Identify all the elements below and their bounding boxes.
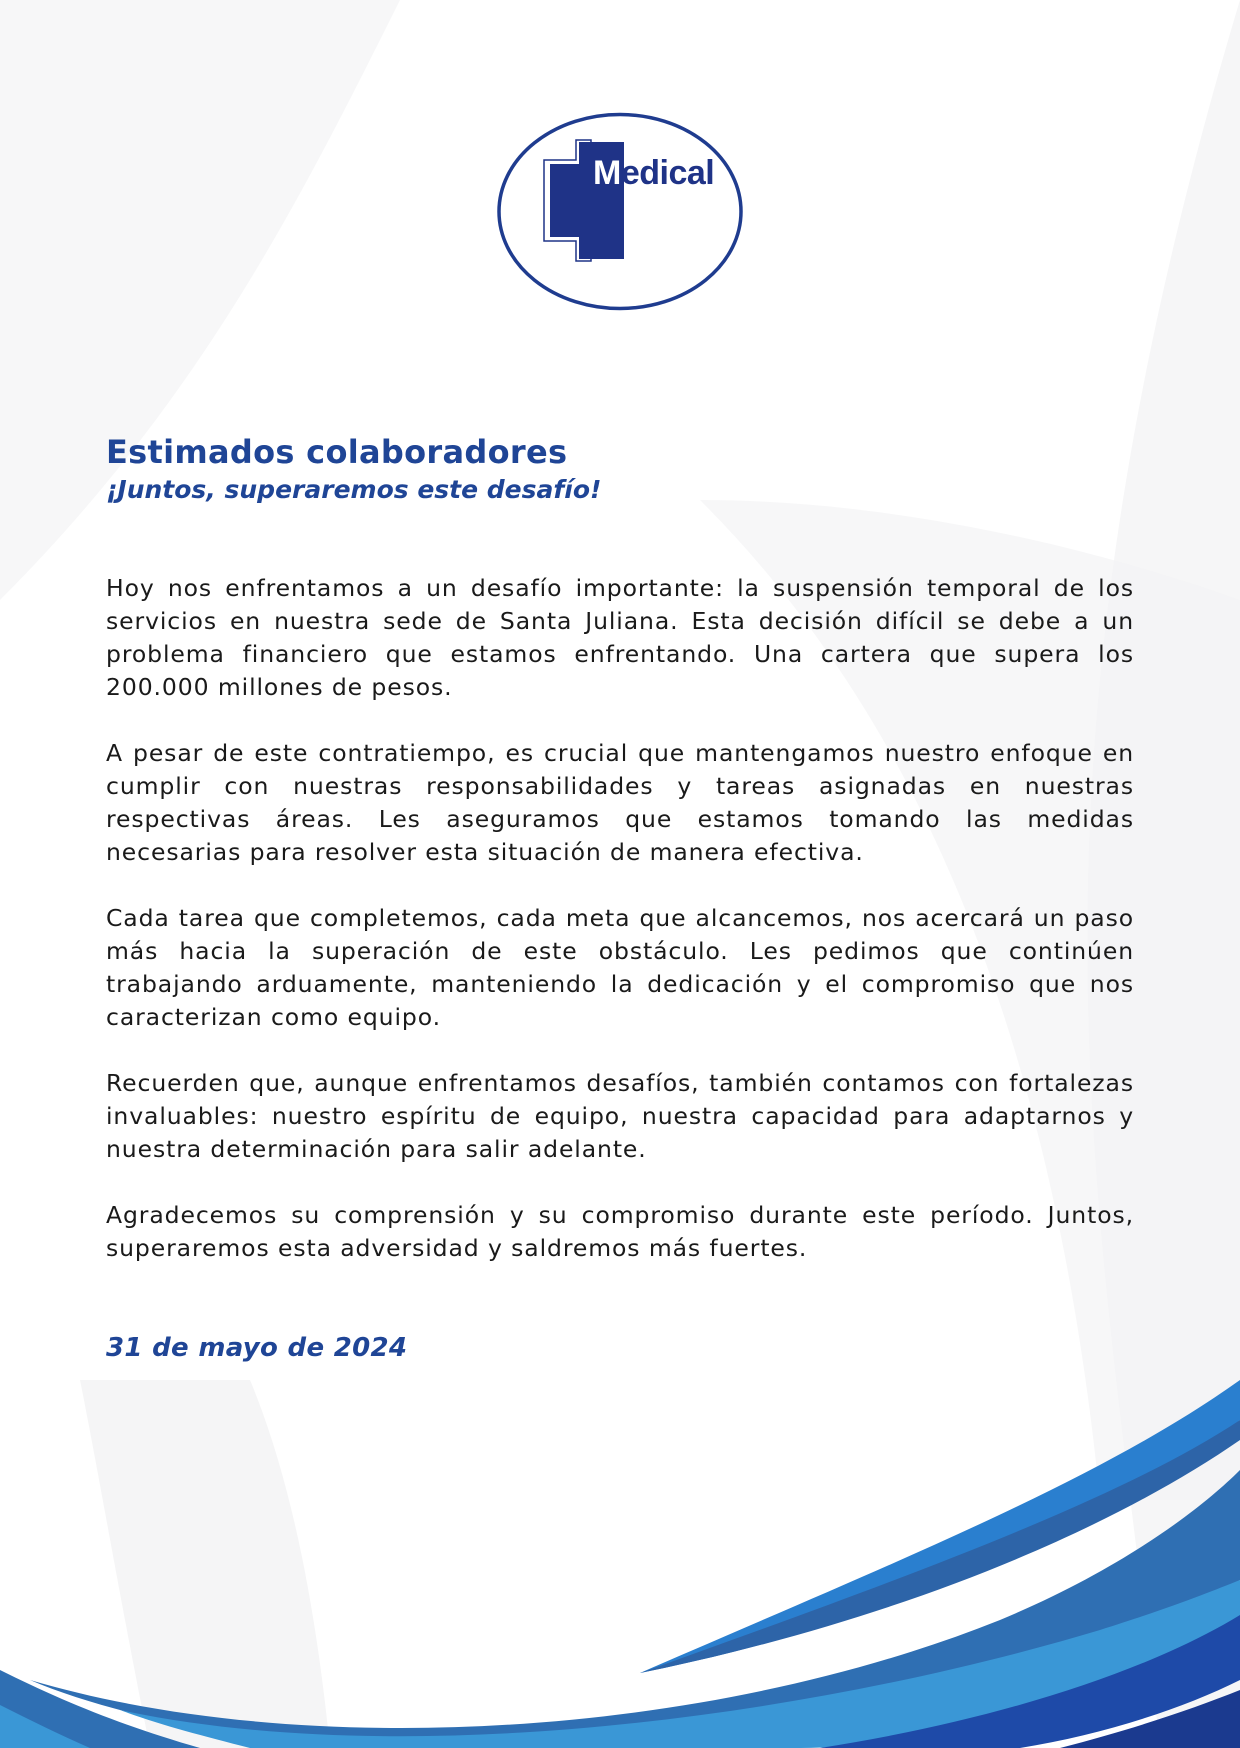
letter-date: 31 de mayo de 2024 — [106, 1333, 408, 1363]
paragraph: Hoy nos enfrentamos a un desafío importante: la suspensión temporal de los servicios en nuestra sede de Santa Juliana. Esta decisión difícil se debe a un problema financiero que estamos enfrentando. Una cartera que supera los 200.000 millones de pesos. — [106, 574, 1134, 701]
paragraph: Recuerden que, aunque enfrentamos desafíos, también contamos con fortalezas invaluables: nuestro espíritu de equipo, nuestra capacidad para adaptarnos y nuestra determinación para salir adelante. — [106, 1069, 1134, 1163]
paragraph: Agradecemos su comprensión y su compromiso durante este período. Juntos, superaremos esta adversidad y saldremos más fuertes. — [106, 1201, 1134, 1262]
footer-wave-decoration — [0, 1380, 1240, 1748]
medical-cross-icon — [497, 112, 743, 311]
letter-body — [106, 572, 1134, 1265]
logo-letters-rest: edical — [620, 154, 715, 192]
letter-title: Estimados colaboradores — [106, 433, 568, 471]
paragraph: A pesar de este contratiempo, es crucial que mantengamos nuestro enfoque en cumplir con nuestras responsabilidades y tareas asignadas en nuestras respectivas áreas. Les aseguramos que estamos tomando las medidas necesarias para resolver esta situación de manera efectiva. — [106, 739, 1134, 866]
medical-logo — [497, 112, 743, 311]
logo-letter-m: M — [593, 154, 621, 192]
paragraph: Cada tarea que completemos, cada meta que alcancemos, nos acercará un paso más hacia la superación de este obstáculo. Les pedimos que continúen trabajando arduamente, manteniendo la dedicación y el compromiso que nos caracterizan como equipo. — [106, 904, 1134, 1031]
letter-content — [106, 430, 1134, 1298]
letter-subtitle: ¡Juntos, superaremos este desafío! — [106, 475, 602, 504]
logo-text — [593, 154, 714, 193]
